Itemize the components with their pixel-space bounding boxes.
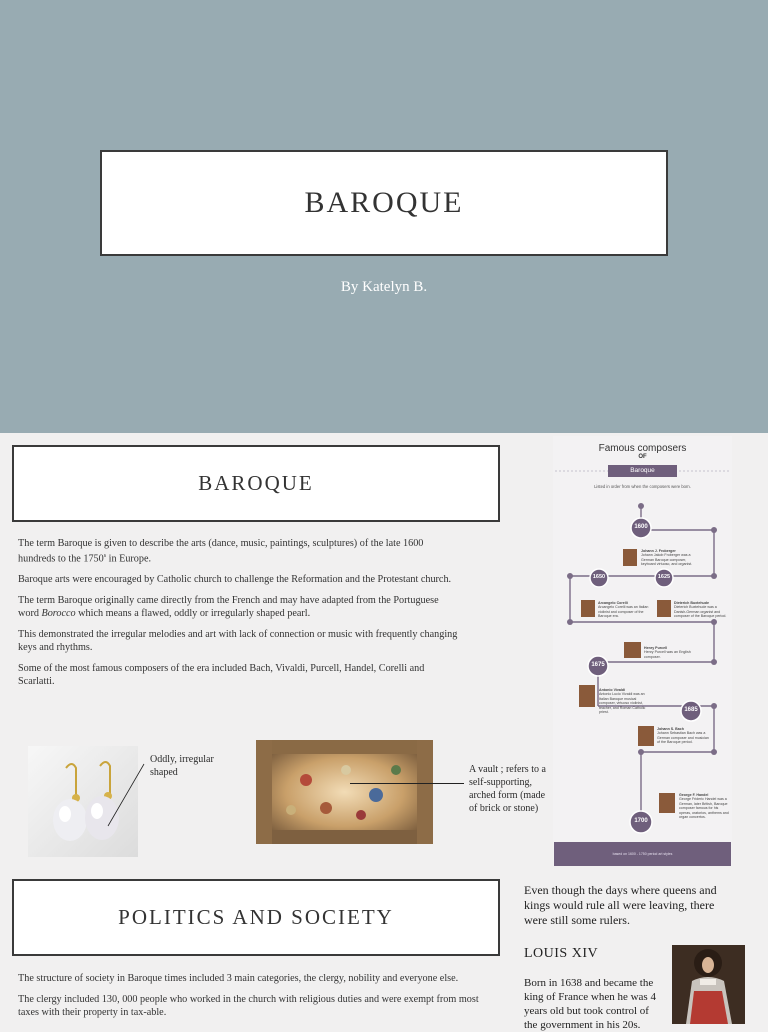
slide-title: BAROQUE (304, 186, 464, 219)
baroque-body-text (18, 537, 458, 696)
composer-entry: George F. Handel George Frideric Handel was a German, later British, Baroque composer famous for his operas, oratorios, anthems and organ concertos. (679, 793, 729, 820)
politics-body-text (18, 972, 488, 1027)
composer-entry: Antonio Vivaldi Antonio Lucio Vivaldi was an Italian Baroque musical composer, virtuoso violinist, teacher, and Roman Catholic priest. (599, 688, 646, 715)
composer-entry: Johann S. Bach Johann Sebastian Bach was a German composer and musician of the Baroque period. (657, 727, 709, 745)
rulers-intro: Even though the days where queens and kings would rule all were leaving, there were still some rulers. (524, 883, 717, 927)
paragraph-5: Some of the most famous composers of the era included Bach, Vivaldi, Purcell, Handel, Corelli and Scarlatti. (18, 663, 425, 688)
louis-xiv-portrait (672, 945, 745, 1024)
composer-entry: Dieterich Buxtehude Dieterich Buxtehude was a Danish-German organist and composer of the Baroque period. (674, 601, 727, 619)
infographic-title: Famous composers (598, 443, 687, 454)
pearl-caption: Oddly, irregular shaped (150, 754, 214, 778)
composer-entry: Arcangelo Corelli Arcangelo Corelli was an Italian violinist and composer of the Baroque era. (598, 601, 649, 619)
politics-paragraph-1: The structure of society in Baroque times included 3 main categories, the clergy, nobility and everyone else. (18, 973, 459, 984)
year-label: 1600 (634, 524, 648, 530)
politics-heading-box (12, 879, 500, 956)
year-label: 1675 (591, 662, 605, 668)
baroque-heading-box (12, 445, 500, 522)
author-byline: By Katelyn B. (340, 279, 428, 295)
paragraph-1: The term Baroque is given to describe the arts (dance, music, paintings, sculptures) of the late 1600 hundreds to the 1750$^s$ in Europe. (18, 538, 424, 565)
paragraph-3: The term Baroque originally came directly from the French and may have adapted from the Portuguese word Borocco which means a flawed, oddly or irregularly shaped pearl. (18, 595, 439, 620)
year-label: 1650 (592, 574, 606, 580)
year-label: 1700 (634, 818, 648, 824)
year-label: 1625 (657, 574, 671, 580)
title-box (100, 150, 668, 256)
paragraph-4: This demonstrated the irregular melodies and art with lack of connection or music with frequently changing keys and rhythms. (18, 629, 458, 654)
louis-heading: LOUIS XIV (524, 946, 599, 961)
infographic-footer: based on 1600 - 1750 period art styles (554, 842, 731, 866)
pearl-earrings-image (28, 746, 138, 857)
composer-entry: Henry Purcell Henry Purcell was an English composer. (644, 646, 691, 659)
politics-heading: POLITICS AND SOCIETY (118, 905, 394, 929)
year-label: 1685 (684, 707, 698, 713)
composers-infographic (553, 436, 732, 866)
infographic-subtitle: Listed in order from when the composers were born. (594, 484, 691, 489)
vaulted-ceiling-image (256, 740, 433, 844)
title-slide (0, 0, 768, 433)
louis-description: Born in 1638 and became the king of France when he was 4 years old but took control of the government in his 20s. (524, 977, 656, 1031)
politics-paragraph-2: The clergy included 130, 000 people who worked in the church with religious duties and were exempt from most taxes with their property in tax-able. (18, 994, 479, 1018)
content-slide (0, 433, 768, 1031)
baroque-heading: BAROQUE (198, 471, 314, 495)
infographic-ribbon: Baroque (608, 465, 677, 477)
vault-caption: A vault ; refers to a self-supporting, arched form (made of brick or stone) (469, 764, 546, 814)
infographic-of: OF (638, 454, 647, 460)
vault-pointer-line (350, 783, 464, 784)
composer-entry: Johann J. Froberger Johann Jakob Froberger was a German Baroque composer, keyboard virtuoso, and organist. (641, 549, 693, 567)
paragraph-2: Baroque arts were encouraged by Catholic church to challenge the Reformation and the Protestant church. (18, 574, 452, 586)
